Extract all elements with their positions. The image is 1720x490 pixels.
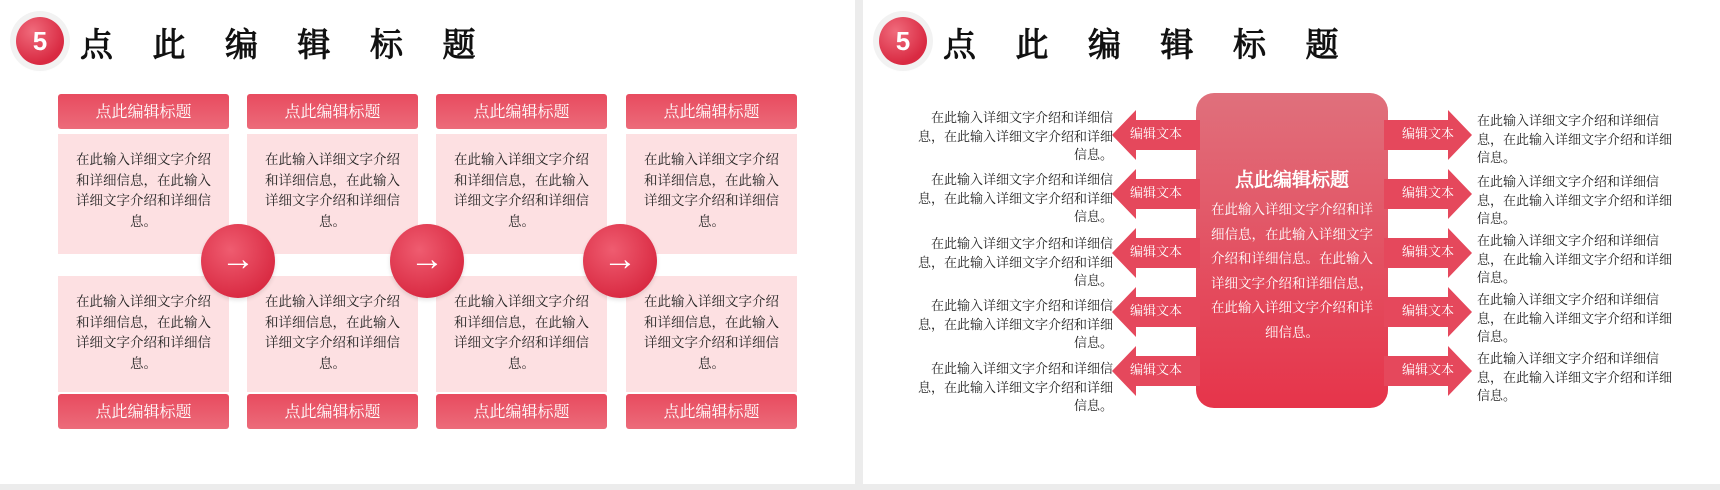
- slide-right: [863, 0, 1720, 484]
- arrow-label: 编辑文本: [1129, 304, 1182, 319]
- center-panel: [1196, 93, 1388, 408]
- column-bottom-text[interactable]: 在此输入详细文字介绍和详细信息，在此输入详细文字介绍和详细信息。: [247, 276, 418, 392]
- column-top-text[interactable]: 在此输入详细文字介绍和详细信息，在此输入详细文字介绍和详细信息。: [247, 134, 418, 254]
- right-description[interactable]: 在此输入详细文字介绍和详细信息，在此输入详细文字介绍和详细信息。: [1477, 352, 1673, 404]
- right-description[interactable]: 在此输入详细文字介绍和详细信息，在此输入详细文字介绍和详细信息。: [1477, 175, 1673, 227]
- left-description[interactable]: 在此输入详细文字介绍和详细信息，在此输入详细文字介绍和详细信息。: [917, 299, 1113, 351]
- arrow-label: 编辑文本: [1401, 186, 1454, 201]
- center-text[interactable]: 在此输入详细文字介绍和详细信息，在此输入详细文字介绍和详细信息。在此输入详细文字介绍和详细信息，在此输入详细文字介绍和详细信息。: [1211, 202, 1373, 341]
- column-footer[interactable]: 点此编辑标题: [247, 394, 418, 429]
- arrow-label: 编辑文本: [1129, 363, 1182, 378]
- column-footer[interactable]: 点此编辑标题: [58, 394, 229, 429]
- right-arrow-icon: →: [583, 224, 657, 298]
- left-arrow-label[interactable]: [1112, 346, 1200, 396]
- column-header[interactable]: 点此编辑标题: [58, 94, 229, 129]
- column-top-text[interactable]: 在此输入详细文字介绍和详细信息，在此输入详细文字介绍和详细信息。: [58, 134, 229, 254]
- column-bottom-text[interactable]: 在此输入详细文字介绍和详细信息，在此输入详细文字介绍和详细信息。: [626, 276, 797, 392]
- left-description[interactable]: 在此输入详细文字介绍和详细信息，在此输入详细文字介绍和详细信息。: [917, 237, 1113, 289]
- arrow-label: 编辑文本: [1129, 245, 1182, 260]
- column-header[interactable]: 点此编辑标题: [626, 94, 797, 129]
- right-arrow-label[interactable]: [1384, 346, 1472, 396]
- right-description[interactable]: 在此输入详细文字介绍和详细信息，在此输入详细文字介绍和详细信息。: [1477, 234, 1673, 286]
- right-arrow-label[interactable]: [1384, 287, 1472, 337]
- section-number-badge: 5: [879, 17, 927, 65]
- column-header[interactable]: 点此编辑标题: [247, 94, 418, 129]
- column-bottom-text[interactable]: 在此输入详细文字介绍和详细信息，在此输入详细文字介绍和详细信息。: [58, 276, 229, 392]
- column-bottom-text[interactable]: 在此输入详细文字介绍和详细信息，在此输入详细文字介绍和详细信息。: [436, 276, 607, 392]
- arrow-label: 编辑文本: [1129, 127, 1182, 142]
- center-title[interactable]: 点此编辑标题: [1234, 169, 1349, 191]
- right-description[interactable]: 在此输入详细文字介绍和详细信息，在此输入详细文字介绍和详细信息。: [1477, 293, 1673, 345]
- column-footer[interactable]: 点此编辑标题: [626, 394, 797, 429]
- right-arrow-icon: →: [390, 224, 464, 298]
- arrow-label: 编辑文本: [1401, 304, 1454, 319]
- arrow-label: 编辑文本: [1401, 127, 1454, 142]
- left-arrow-label[interactable]: [1112, 287, 1200, 337]
- slide-title[interactable]: 点 此 编 辑 标 题: [943, 25, 1353, 64]
- left-arrow-label[interactable]: [1112, 110, 1200, 160]
- column-header[interactable]: 点此编辑标题: [436, 94, 607, 129]
- left-description[interactable]: 在此输入详细文字介绍和详细信息，在此输入详细文字介绍和详细信息。: [917, 173, 1113, 225]
- right-description[interactable]: 在此输入详细文字介绍和详细信息，在此输入详细文字介绍和详细信息。: [1477, 114, 1673, 166]
- arrow-label: 编辑文本: [1401, 363, 1454, 378]
- right-arrow-label[interactable]: [1384, 169, 1472, 219]
- left-arrow-label[interactable]: [1112, 169, 1200, 219]
- right-arrow-label[interactable]: [1384, 228, 1472, 278]
- arrow-label: 编辑文本: [1129, 186, 1182, 201]
- column-top-text[interactable]: 在此输入详细文字介绍和详细信息，在此输入详细文字介绍和详细信息。: [436, 134, 607, 254]
- arrow-label: 编辑文本: [1401, 245, 1454, 260]
- left-description[interactable]: 在此输入详细文字介绍和详细信息，在此输入详细文字介绍和详细信息。: [917, 111, 1113, 163]
- column-top-text[interactable]: 在此输入详细文字介绍和详细信息，在此输入详细文字介绍和详细信息。: [626, 134, 797, 254]
- left-description[interactable]: 在此输入详细文字介绍和详细信息，在此输入详细文字介绍和详细信息。: [917, 362, 1113, 414]
- right-arrow-icon: →: [201, 224, 275, 298]
- slide-title[interactable]: 点 此 编 辑 标 题: [80, 25, 490, 64]
- column-footer[interactable]: 点此编辑标题: [436, 394, 607, 429]
- left-arrow-label[interactable]: [1112, 228, 1200, 278]
- right-arrow-label[interactable]: [1384, 110, 1472, 160]
- slide-left: [0, 0, 855, 484]
- section-number-badge: 5: [16, 17, 64, 65]
